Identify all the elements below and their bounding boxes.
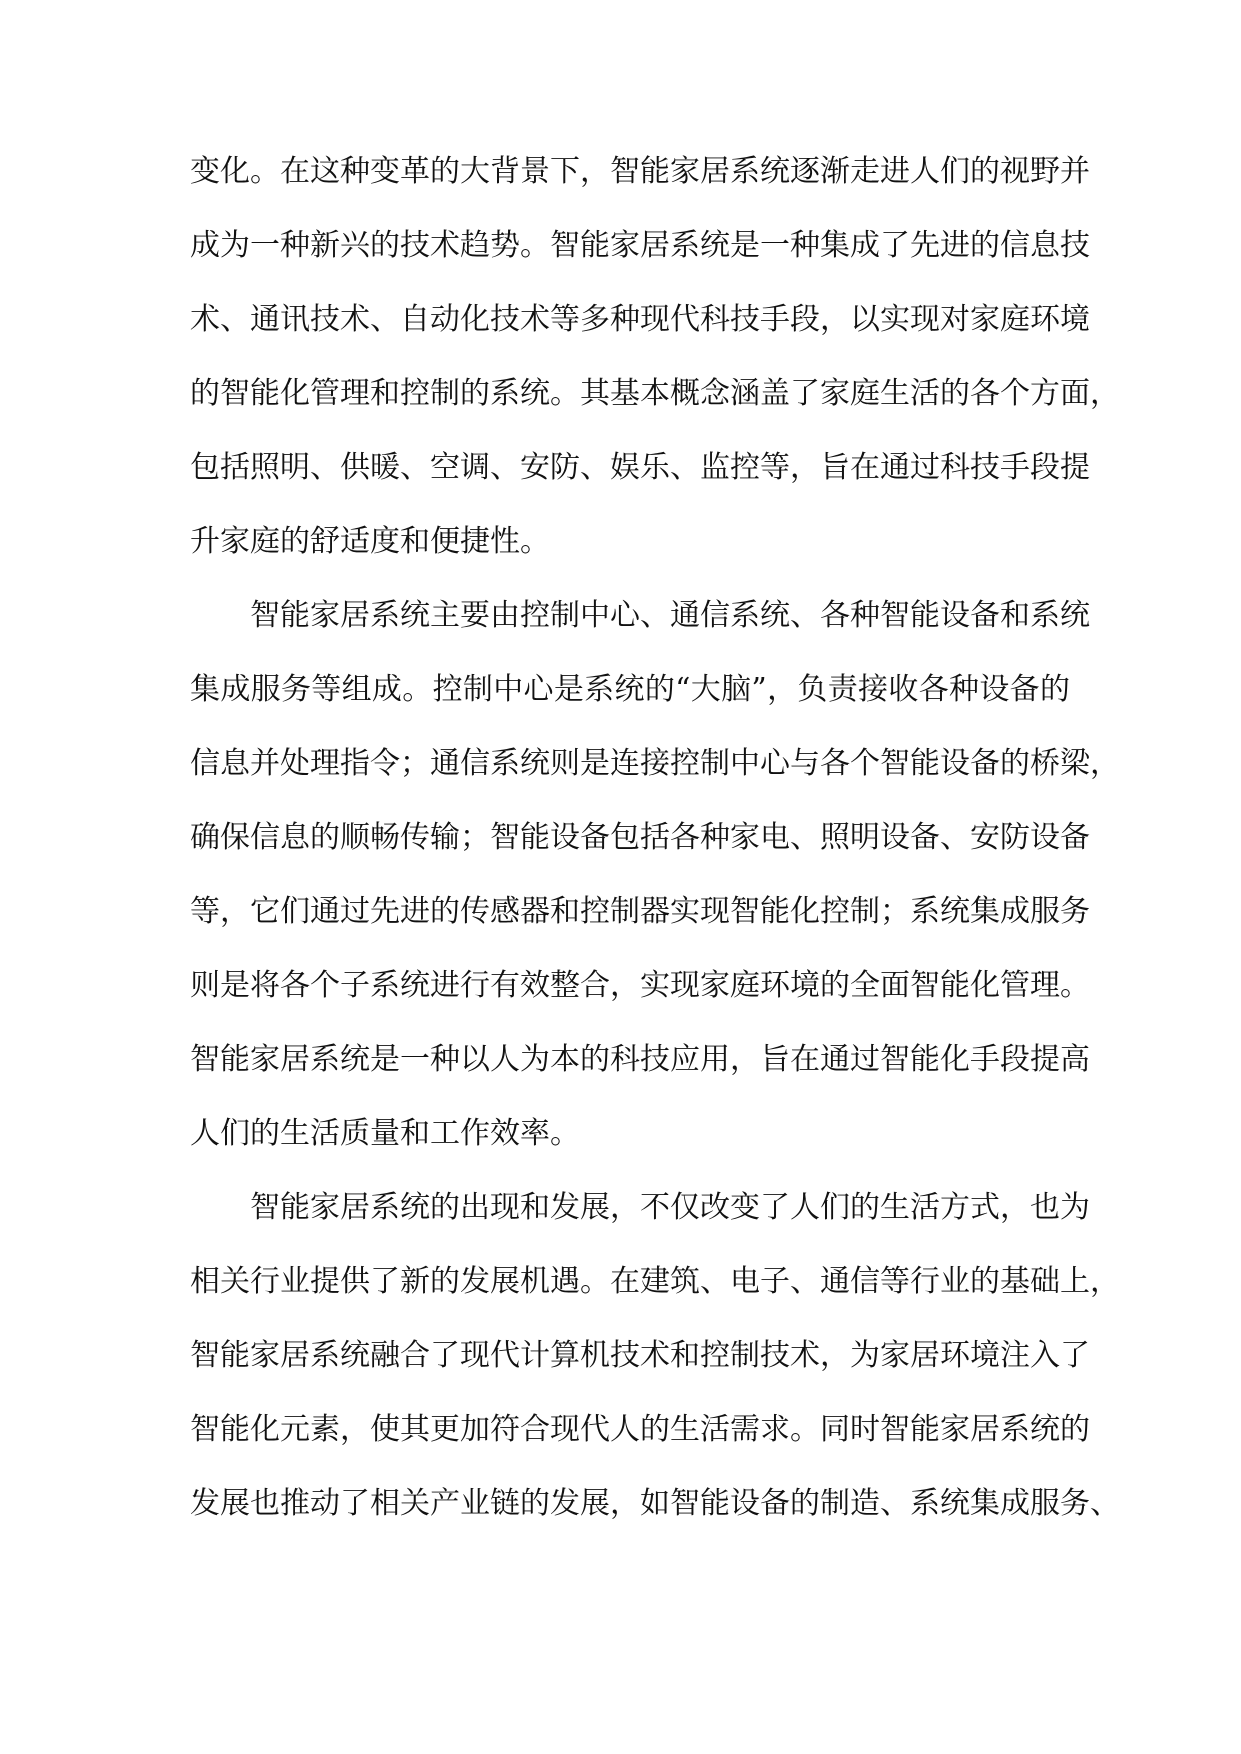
text-line: 等，它们通过先进的传感器和控制器实现智能化控制；系统集成服务	[190, 894, 1090, 929]
text-line: 发展也推动了相关产业链的发展，如智能设备的制造、系统集成服务、	[190, 1486, 1120, 1521]
text-line: 人们的生活质量和工作效率。	[190, 1116, 580, 1151]
text-line: 智能家居系统主要由控制中心、通信系统、各种智能设备和系统	[250, 598, 1090, 633]
text-line: 升家庭的舒适度和便捷性。	[190, 524, 550, 559]
text-line: 相关行业提供了新的发展机遇。在建筑、电子、通信等行业的基础上，	[190, 1264, 1120, 1299]
text-line: 集成服务等组成。控制中心是系统的“大脑”，负责接收各种设备的	[190, 672, 1070, 707]
text-line: 智能家居系统融合了现代计算机技术和控制技术，为家居环境注入了	[190, 1338, 1090, 1373]
text-line: 变化。在这种变革的大背景下，智能家居系统逐渐走进人们的视野并	[190, 154, 1090, 189]
text-line: 智能家居系统是一种以人为本的科技应用，旨在通过智能化手段提高	[190, 1042, 1090, 1077]
text-line: 包括照明、供暖、空调、安防、娱乐、监控等，旨在通过科技手段提	[190, 450, 1090, 485]
text-line: 则是将各个子系统进行有效整合，实现家庭环境的全面智能化管理。	[190, 968, 1090, 1003]
text-line: 确保信息的顺畅传输；智能设备包括各种家电、照明设备、安防设备	[190, 820, 1090, 855]
text-line: 术、通讯技术、自动化技术等多种现代科技手段，以实现对家庭环境	[190, 302, 1090, 337]
text-line: 成为一种新兴的技术趋势。智能家居系统是一种集成了先进的信息技	[190, 228, 1090, 263]
text-line: 的智能化管理和控制的系统。其基本概念涵盖了家庭生活的各个方面，	[190, 376, 1120, 411]
text-line: 智能家居系统的出现和发展，不仅改变了人们的生活方式，也为	[250, 1190, 1090, 1225]
body-text	[190, 142, 1120, 1548]
text-line: 智能化元素，使其更加符合现代人的生活需求。同时智能家居系统的	[190, 1412, 1090, 1447]
text-line: 信息并处理指令；通信系统则是连接控制中心与各个智能设备的桥梁，	[190, 746, 1120, 781]
